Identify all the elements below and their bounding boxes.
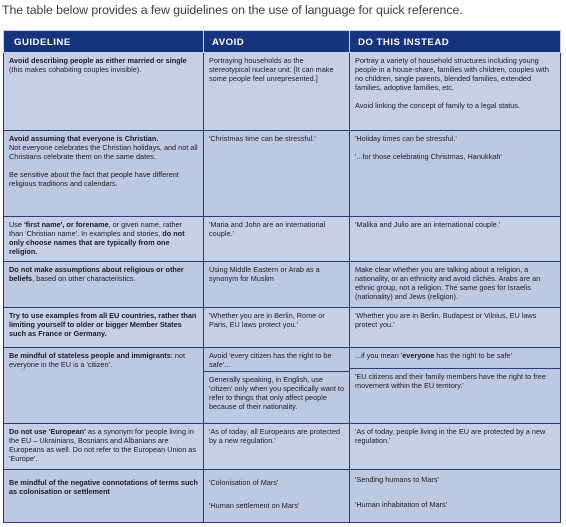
instead-text-2: 'Human inhabitation of Mars' [355, 500, 448, 509]
guideline-text: : not everyone in the EU is a 'citizen'. [9, 351, 185, 369]
guideline-bold: Try to use examples from all EU countries, rather than limiting yourself to older or bigger Member States such as France or Germany. [9, 311, 197, 338]
avoid-text: 'As of today, all Europeans are protected by a new regulation.' [209, 427, 341, 445]
table-row [4, 131, 561, 217]
instead-cell [350, 424, 561, 470]
guideline-text-2: Be sensitive about the fact that people have different religious traditions and calendars. [9, 170, 179, 188]
avoid-text: Avoid 'every citizen has the right to be safe'... [209, 351, 332, 369]
instead-text: Portray a variety of household structures including young people in a house-share, families with children, couples with no children, single parents, blended families, extended families, adoptive families, etc. [355, 56, 549, 92]
instead-text-2: '...for those celebrating Christmas, Hanukkah' [355, 152, 502, 161]
instead-bold: everyone [402, 351, 435, 360]
avoid-text-2: Generally speaking, in English, use 'citizen' only when you specifically want to refer to things that only affect people because of their nationality. [209, 375, 345, 411]
instead-subcell [350, 368, 560, 390]
guideline-cell [4, 262, 204, 308]
guideline-bold: Be mindful of stateless people and immigrants [9, 351, 171, 360]
guideline-text: as a synonym for people living in the EU – Ukrainians, Bosnians and Albanians are Europeans as well. Do not refer to the European Union as 'Europe'. [9, 427, 196, 463]
avoid-text-2: 'Human settlement on Mars' [209, 501, 300, 510]
instead-cell [350, 308, 561, 348]
instead-text-2: Avoid linking the concept of family to a legal status. [355, 101, 520, 110]
guideline-cell [4, 470, 204, 523]
avoid-text: 'Whether you are in Berlin, Rome or Paris, EU laws protect you.' [209, 311, 325, 329]
avoid-subcell [204, 371, 349, 411]
instead-text: 'Holiday times can be stressful.' [355, 134, 457, 143]
avoid-cell [204, 308, 350, 348]
instead-cell [350, 131, 561, 217]
instead-text-2: 'EU citizens and their family members have the right to free movement within the EU territory.' [355, 372, 546, 390]
guideline-bold: Be mindful of the negative connotations of terms such as colonisation or settlement [9, 478, 198, 496]
header-avoid: AVOID [204, 31, 350, 53]
table-row [4, 470, 561, 523]
guideline-cell [4, 131, 204, 217]
header-row [4, 31, 561, 53]
guideline-bold-2: do not only choose names that are typically from one religion. [9, 229, 185, 256]
avoid-cell [204, 348, 350, 424]
instead-text: 'Whether you are in Berlin, Budapest or Vilnius, EU laws protect you.' [355, 311, 537, 329]
instead-text: Make clear whether you are talking about a religion, a nationality, or an ethnicity and avoid clichés. Arabs are an ethnic group, not a religion. The same goes for Israelis (nationality) and Jews (religion). [355, 265, 541, 301]
guideline-text: (this makes cohabiting couples invisible). [9, 65, 142, 74]
guideline-text-2: , or given name, rather than 'Christian name'. In examples and stories, [9, 220, 183, 238]
instead-cell [350, 262, 561, 308]
avoid-cell [204, 131, 350, 217]
avoid-cell [204, 262, 350, 308]
avoid-text: Using Middle Eastern or Arab as a synonym for Muslim [209, 265, 320, 283]
table-row [4, 424, 561, 470]
avoid-cell [204, 53, 350, 131]
table-row [4, 53, 561, 131]
instead-text-tail: has the right to be safe' [434, 351, 512, 360]
guideline-bold: Avoid describing people as either married or single [9, 56, 187, 65]
instead-text: 'Sending humans to Mars' [355, 475, 439, 484]
header-guideline: GUIDELINE [4, 31, 204, 53]
instead-cell [350, 470, 561, 523]
avoid-text: 'Maria and John are an international couple.' [209, 220, 326, 238]
instead-text: 'As of today, people living in the EU are protected by a new regulation.' [355, 427, 546, 445]
guideline-text: Not everyone celebrates the Christian holidays, and not all Christians celebrate them on the same dates. [9, 143, 198, 161]
guideline-cell [4, 348, 204, 424]
guideline-text: , based on other characteristics. [32, 274, 136, 283]
language-guidelines-table [3, 30, 561, 523]
avoid-text: 'Colonisation of Mars' [209, 478, 279, 487]
instead-cell [350, 53, 561, 131]
avoid-cell [204, 424, 350, 470]
instead-cell [350, 217, 561, 262]
table-row [4, 262, 561, 308]
avoid-text: Portraying households as the stereotypical nuclear unit. [It can make some people feel unrepresented.] [209, 56, 334, 83]
guideline-cell [4, 308, 204, 348]
guideline-bold: 'first name', or forename [24, 220, 109, 229]
guideline-text: Use [9, 220, 25, 229]
table-row [4, 348, 561, 424]
instead-cell [350, 348, 561, 424]
guideline-cell [4, 217, 204, 262]
guideline-bold: Avoid assuming that everyone is Christian. [9, 134, 159, 143]
guideline-bold: Do not make assumptions about religious or other beliefs [9, 265, 184, 283]
avoid-text: 'Christmas time can be stressful.' [209, 134, 316, 143]
instead-text: 'Malika and Julio are an international couple.' [355, 220, 501, 229]
table-row [4, 308, 561, 348]
guideline-cell [4, 424, 204, 470]
intro-text: The table below provides a few guidelines on the use of language for quick reference. [2, 3, 463, 17]
guideline-bold: Do not use 'European' [9, 427, 86, 436]
avoid-cell [204, 217, 350, 262]
guideline-cell [4, 53, 204, 131]
table-row [4, 217, 561, 262]
instead-text: ...if you mean ' [355, 351, 403, 360]
avoid-cell [204, 470, 350, 523]
header-do-this-instead: DO THIS INSTEAD [350, 31, 561, 53]
